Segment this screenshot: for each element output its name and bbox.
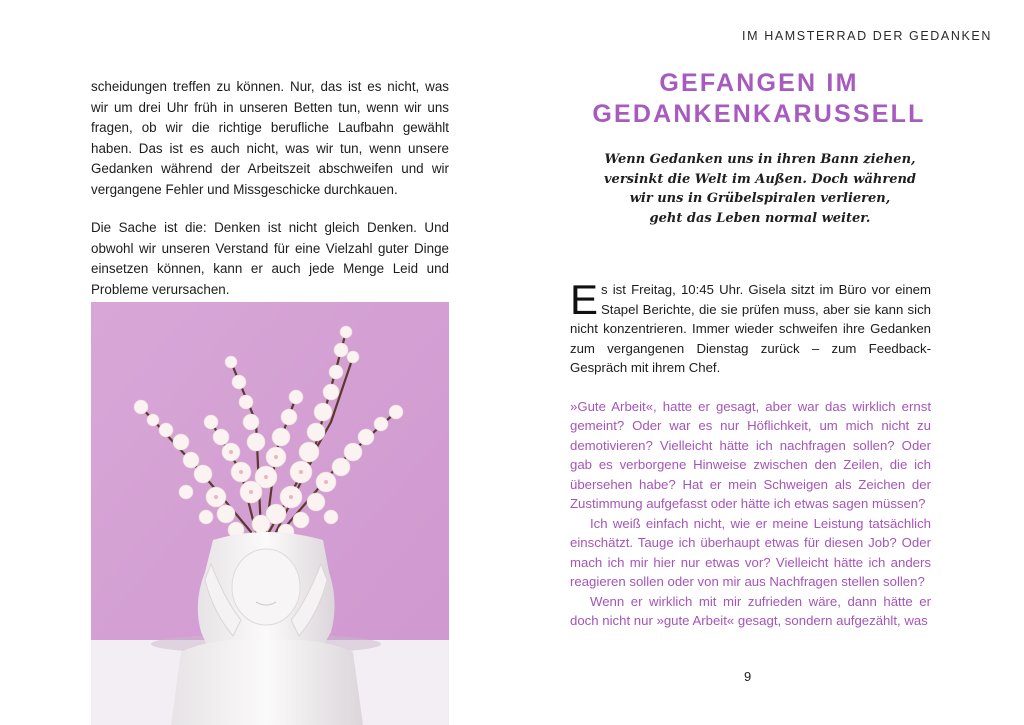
drop-cap: E [570,276,599,323]
left-page-text [91,77,449,318]
quote-paragraph: Wenn er wirklich mit mir zufrieden wäre, dann hätte er doch nicht nur »gute Arbeit« gesagt, sondern aufgezählt, was [570,593,931,628]
quote-paragraph: »Gute Arbeit«, hatte er gesagt, aber war das wirklich ernst gemeint? Oder war es nur Höflichkeit, um mich nicht zu demotivieren? Vielleicht hätte ich nachfragen sollen? Oder gab es verborgene Hinweise zwischen den Zeilen, die ich übersehen habe? Hat er mein Schweigen als Zeichen der Zustimmung aufgefasst oder hätte ich etwas sagen müssen? [570,398,931,511]
running-head: IM HAMSTERRAD DER GEDANKEN [742,29,992,43]
lede-line: wir uns in Grübelspiralen verlieren, [629,191,891,206]
page-number: 9 [744,669,752,684]
title-line: GEFANGEN IM [659,69,859,97]
quote-paragraph: Ich weiß einfach nicht, wie er meine Leistung tatsächlich einschätzt. Tauge ich überhaupt etwas für diesen Job? Oder mach ich mir hier nur etwas vor? Vielleicht hätte ich anders reagieren sollen oder von mir aus Nachfragen stellen sollen? [570,515,931,589]
intro-paragraph [570,276,931,378]
paragraph: scheidungen treffen zu können. Nur, das ist es nicht, was wir um drei Uhr früh in unseren Betten tun, wenn wir uns fragen, ob wir die richtige berufliche Laufbahn gewählt haben. Das ist es auch nicht, was wir tun, wenn unsere Gedanken während der Arbeitszeit abschweifen und wir vergangene Fehler und Missgeschicke durchkauen. [91,79,449,197]
quote-block [570,397,931,631]
lede-line: Wenn Gedanken uns in ihren Bann ziehen, [604,152,916,167]
chapter-title [560,68,958,130]
lede-line: versinkt die Welt im Außen. Doch während [604,171,916,187]
chapter-lede [590,150,930,228]
intro-text: s ist Freitag, 10:45 Uhr. Gisela sitzt im Büro vor einem Stapel Berichte, die sie prüfen muss, aber sie kann sich nicht konzentrieren. Immer wieder schweifen ihre Gedanken zum vergangenen Dienstag zurück – zum Feedback-Gespräch mit ihrem Chef. [570,282,931,375]
lede-line: geht das Leben normal weiter. [649,210,871,226]
paragraph: Die Sache ist die: Denken ist nicht gleich Denken. Und obwohl wir unseren Verstand für eine Vielzahl guter Dinge einsetzen können, kann er auch jede Menge Leid und Probleme verursachen. [91,220,449,297]
right-page-text [570,276,931,631]
flower-vase-photo [91,302,449,725]
title-line: GEDANKENKARUSSELL [592,100,926,128]
